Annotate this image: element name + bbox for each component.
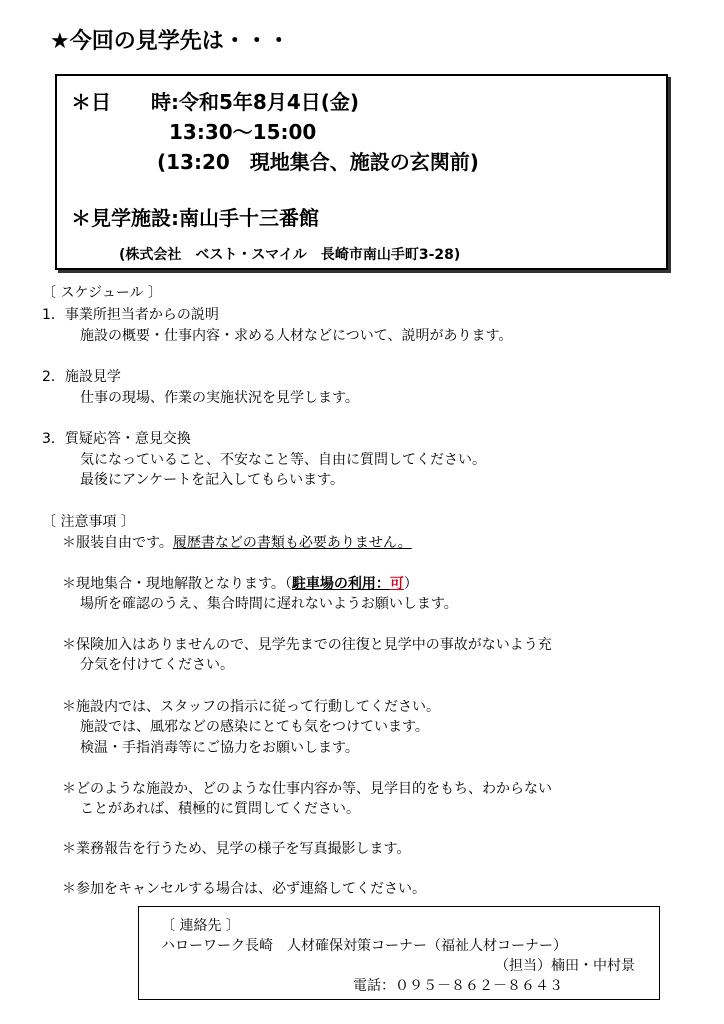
- schedule-header: 〔 スケジュール 〕: [42, 285, 163, 301]
- note-meeting-line2: 場所を確認のうえ、集合時間に遅れないようお願いします。: [80, 596, 458, 612]
- visit-date: ＊日 時:令和5年8月4日(金): [71, 90, 360, 114]
- contact-box: [138, 906, 660, 1000]
- visit-meeting-point: (13:20 現地集合、施設の玄関前): [157, 150, 479, 174]
- note-cancel: ＊参加をキャンセルする場合は、必ず連絡してください。: [62, 881, 426, 897]
- note-staff-instructions: ＊施設内では、スタッフの指示に従って行動してください。: [62, 699, 440, 715]
- note-purpose: ＊どのような施設か、どのような仕事内容か等、見学目的をもち、わからない: [62, 781, 552, 797]
- schedule-item-text: 気になっていること、不安なこと等、自由に質問してください。: [80, 452, 486, 468]
- visit-facility: ＊見学施設:南山手十三番館: [71, 206, 319, 230]
- contact-header: 〔 連絡先 〕: [161, 918, 240, 934]
- note-no-documents: 履歴書などの書類も必要ありません。: [172, 535, 412, 551]
- schedule-item-text: 最後にアンケートを記入してもらいます。: [80, 472, 345, 488]
- note-dress-text: ＊服装自由です。: [62, 535, 173, 551]
- note-purpose-line2: ことがあれば、積極的に質問してください。: [80, 801, 360, 817]
- schedule-item-text: 仕事の現場、作業の実施状況を見学します。: [80, 390, 359, 406]
- note-meeting-text: ＊現地集合・現地解散となります。（: [62, 576, 292, 592]
- notes-header: 〔 注意事項 〕: [42, 514, 135, 530]
- page-title: ★今回の見学先は・・・: [50, 29, 290, 54]
- note-insurance: ＊保険加入はありませんので、見学先までの往復と見学中の事故がないよう充: [62, 637, 552, 653]
- visit-company: (株式会社 ベスト・スマイル 長崎市南山手町3-28): [119, 247, 461, 263]
- note-dress: [62, 532, 412, 552]
- contact-staff: （担当）楠田・中村景: [495, 958, 635, 974]
- note-disinfection: 検温・手指消毒等にご協力をお願いします。: [80, 740, 359, 756]
- note-infection: 施設では、風邪などの感染にとても気をつけています。: [80, 719, 429, 735]
- contact-phone: 電話：０９５－８６２－８６４３: [353, 978, 563, 994]
- note-parking: 駐車場の利用：: [291, 576, 390, 592]
- note-insurance-line2: 分気を付けてください。: [80, 657, 234, 673]
- schedule-item-title: 2．施設見学: [42, 369, 121, 385]
- note-meeting: [62, 573, 418, 593]
- schedule-item-text: 施設の概要・仕事内容・求める人材などについて、説明があります。: [80, 328, 513, 344]
- visit-info-box: [55, 74, 668, 270]
- note-photo: ＊業務報告を行うため、見学の様子を写真撮影します。: [62, 841, 411, 857]
- schedule-item-title: 1．事業所担当者からの説明: [42, 307, 219, 323]
- note-parking-ok: 可: [389, 576, 404, 592]
- contact-office: ハローワーク長崎 人材確保対策コーナー（福祉人材コーナー）: [161, 938, 567, 954]
- note-paren-close: ）: [403, 576, 418, 592]
- schedule-item-title: 3．質疑応答・意見交換: [42, 431, 191, 447]
- visit-time: 13:30～15:00: [169, 120, 317, 144]
